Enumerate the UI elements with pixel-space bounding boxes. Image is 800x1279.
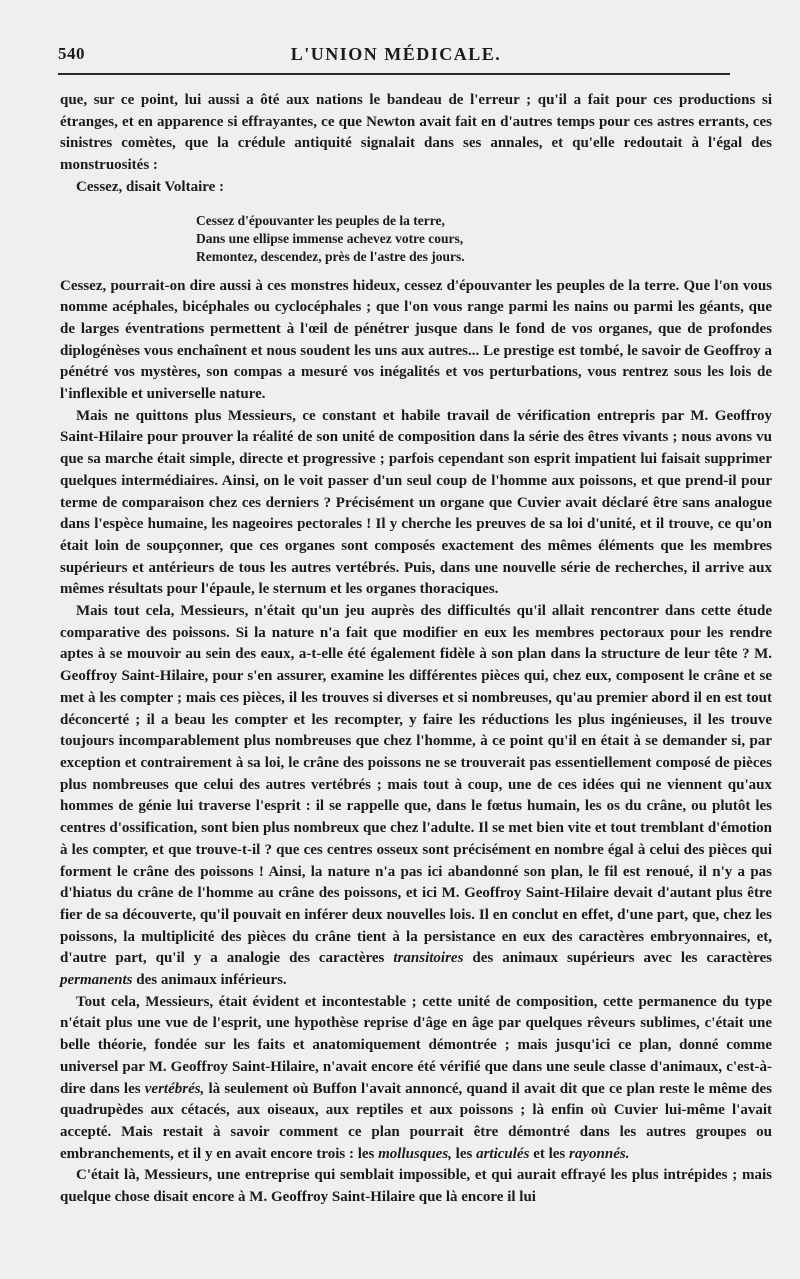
text-run: Mais tout cela, Messieurs, n'était qu'un jeu auprès des difficultés qu'il allait rencontrer dans cette étude comparative des poissons. Si la nature n'a fait que modifier en eux les membres pectoraux pour les rendre aptes à se mouvoir au sein des eaux, a-t-elle été également fidèle à son plan dans la structure de leur tête ? M. Geoffroy Saint-Hilaire, pour s'en assurer, examine les différentes pièces qui, chez eux, composent le crâne et se met à les compter ; mais ces pièces, il les trouves si diverses et si nombreuses, qu'au premier abord il en est tout déconcerté ; il a beau les compter et les recompter, y faire les réductions les plus ingénieuses, il les trouve toujours incomparablement plus nombreuses que chez l'homme, à ce point qu'il en était à se demander si, par exception et contrairement à sa loi, le crâne des poissons ne se trouverait pas essentiellement composé de pièces plus nombreuses que celui des autres vertébrés ; mais tout à coup, une de ces idées qui ne viennent qu'aux hommes de génie lui traverse l'esprit : il se rappelle que, dans le fœtus humain, les os du crâne, ou plutôt les centres d'ossification, sont bien plus nombreux que chez l'adulte. Il se met bien vite et tout tremblant d'émotion à les compter, et que trouve-t-il ? que ces centres osseux sont précisément en nombre égal à celui des pièces qui forment le crâne des poissons ! Ainsi, la nature n'a pas ici abandonné son plan, le fil est renoué, il n'y a pas d'hiatus du crâne de l'homme au crâne des poissons, et ici M. Geoffroy Saint-Hilaire devait d'autant plus être fier de sa découverte, qu'il pouvait en inférer deux nouvelles lois. Il en conclut en effet, d'une part, que, chez les poissons, la multiplicité des pièces du crâne tient à la persistance en eux des caractères embryonnaires, et, d'autre part, qu'il y a analogie des caractères — [60, 603, 772, 967]
running-title: L'UNION MÉDICALE. — [290, 44, 502, 64]
italic-term: transitoires — [393, 950, 464, 967]
text-run: là seulement où Buffon l'avait annoncé, quand il avait dit que ce plan reste le même des quadrupèdes aux cétacés, aux oiseaux, aux reptiles et aux poissons ; là enfin où Cuvier lui-même l'avait accepté. Mais restait à savoir comment ce plan pourrait être démontré dans les autres groupes ou embranchements, et il y en avait encore trois : les — [60, 1080, 772, 1162]
page-number: 540 — [58, 44, 85, 63]
header-rule — [58, 73, 730, 75]
verse-line: Dans une ellipse immense achevez votre cours, — [196, 230, 464, 246]
text-run: Tout cela, Messieurs, était évident et incontestable ; cette unité de composition, cette permanence du type n'était plus une vue de l'esprit, une hypothèse reprise d'âge en âge par quelques rêveurs sublimes, c'était une belle théorie, fondée sur les faits et anatomiquement démontrée ; mais jusqu'ici ce plan, donné comme universel par M. Geoffroy Saint-Hilaire, n'avait encore été vérifié que dans une seule classe d'animaux, c'est-à-dire dans les — [60, 993, 772, 1097]
paragraph-7: C'était là, Messieurs, une entreprise qui semblait impossible, et qui aurait effrayé les plus intrépides ; mais quelque chose disait encore à M. Geoffroy Saint-Hilaire que là encore il lui — [60, 1167, 772, 1206]
italic-term: articulés — [476, 1145, 530, 1162]
body-text — [60, 90, 772, 1209]
paragraph-6 — [60, 992, 772, 1166]
verse-line: Remontez, descendez, près de l'astre des jours. — [196, 248, 465, 264]
page-header — [58, 44, 734, 68]
verse-quote — [196, 212, 772, 266]
italic-term: permanents — [60, 972, 133, 989]
text-run: des animaux inférieurs. — [136, 972, 287, 989]
italic-term: vertébrés, — [144, 1080, 205, 1097]
italic-term: rayonnés. — [569, 1145, 630, 1162]
text-run: et les — [533, 1145, 566, 1162]
paragraph-1: que, sur ce point, lui aussi a ôté aux nations le bandeau de l'erreur ; qu'il a fait pour ces productions si étranges, et en apparence si effrayantes, ce que Newton avait fait en d'autres temps pour ces astres errants, ces sinistres comètes, que la crédule antiquité signalait dans ses annales, et qu'elle redoutait à l'égal des monstruosités : — [60, 92, 772, 174]
paragraph-2: Cessez, disait Voltaire : — [76, 178, 225, 195]
text-run: des animaux supérieurs avec les caractères — [472, 950, 772, 967]
verse-line: Cessez d'épouvanter les peuples de la terre, — [196, 212, 445, 228]
text-run: les — [455, 1145, 473, 1162]
paragraph-4: Mais ne quittons plus Messieurs, ce constant et habile travail de vérification entrepris par M. Geoffroy Saint-Hilaire pour prouver la réalité de son unité de composition dans la série des êtres vivants ; nous avons vu que sa marche était simple, directe et progressive ; parfois cependant son esprit impatient lui faisait supprimer quelques intermédiaires. Ainsi, on le voit passer d'un seul coup de l'homme aux poissons, et que prend-il pour terme de comparaison chez ces derniers ? Précisément un organe que Cuvier avait déclaré être sans analogue dans l'espèce humaine, les nageoires pectorales ! Il y cherche les preuves de sa loi d'unité, et il trouve, ce qu'on était loin de soupçonner, que ces organes sont composés exactement des mêmes éléments que les membres supérieurs et antérieurs de tous les autres vertébrés. Puis, dans une nouvelle série de recherches, il arrive aux mêmes résultats pour l'épaule, le sternum et les organes thoraciques. — [60, 407, 772, 598]
paragraph-3: Cessez, pourrait-on dire aussi à ces monstres hideux, cessez d'épouvanter les peuples de la terre. Que l'on vous nomme acéphales, bicéphales ou cyclocéphales ; que l'on vous range parmi les nains ou parmi les géants, que de larges éventrations permettent à l'œil de pénétrer jusque dans le fond de vos organes, que de profondes diplogénèses vous enchaînent et nous soudent les uns aux autres... Le prestige est tombé, le savoir de Geoffroy a pénétré vos mystères, son compas a mesuré vos inégalités et vos perturbations, vous rentrez sous les lois de l'inflexible et universelle nature. — [60, 277, 772, 403]
italic-term: mollusques, — [378, 1145, 452, 1162]
paragraph-5 — [60, 601, 772, 992]
